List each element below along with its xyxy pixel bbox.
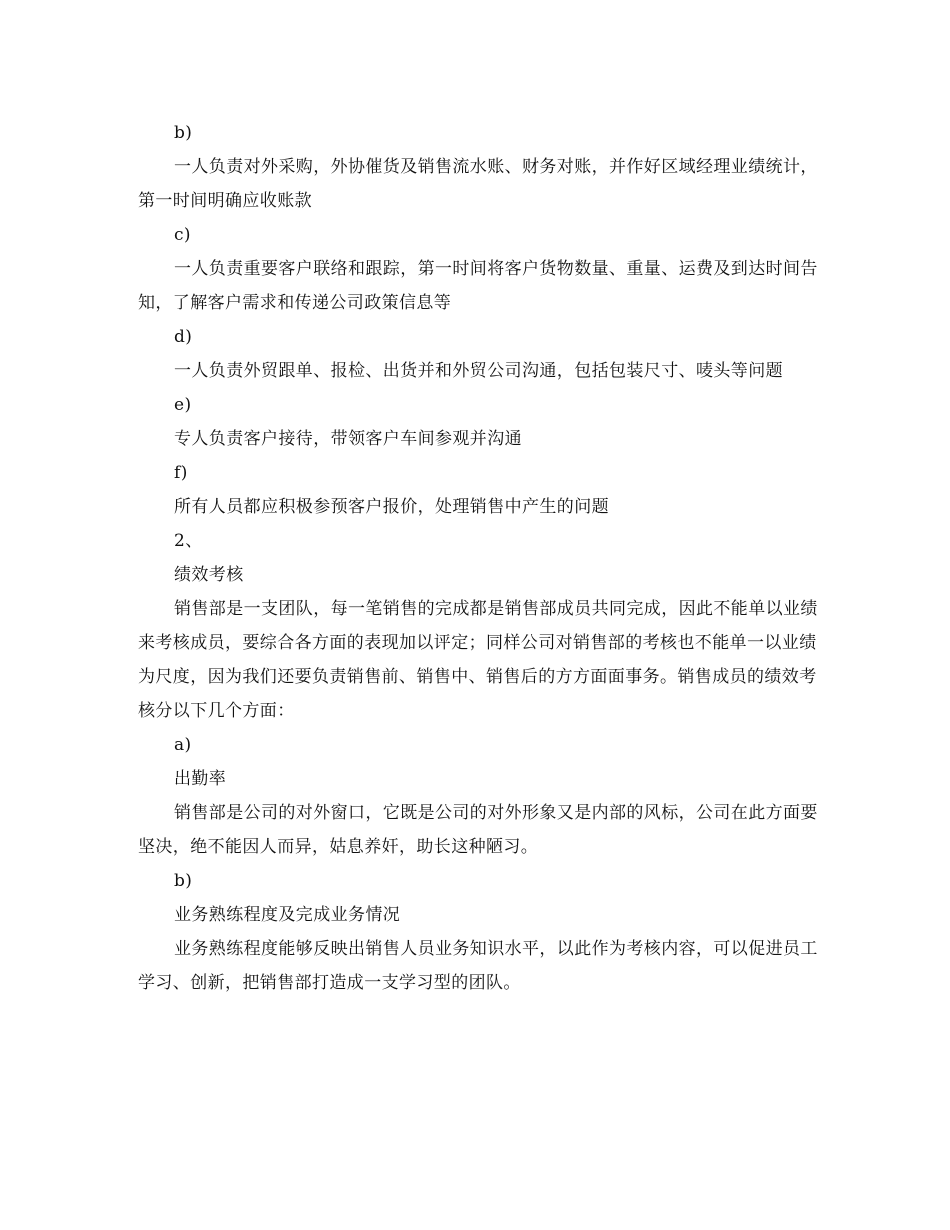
paragraph-reception-duty: 专人负责客户接待，带领客户车间参观并沟通	[174, 429, 522, 449]
item-label-c: c)	[174, 225, 191, 245]
item-label-a: a)	[174, 735, 192, 755]
section-number: 2、	[174, 531, 203, 551]
subheading-attendance: 出勤率	[174, 769, 227, 789]
section-heading: 绩效考核	[174, 565, 244, 585]
subheading-proficiency: 业务熟练程度及完成业务情况	[174, 905, 401, 925]
paragraph-proficiency: 业务熟练程度能够反映出销售人员业务知识水平，以此作为考核内容，可以促进员工学习、创新，把销售部打造成一支学习型的团队。	[138, 939, 818, 993]
paragraph-purchasing-duty: 一人负责对外采购，外协催货及销售流水账、财务对账，并作好区域经理业绩统计，第一时间明确应收账款	[138, 157, 818, 211]
document-body	[138, 116, 828, 1000]
paragraph-customer-contact-duty: 一人负责重要客户联络和跟踪，第一时间将客户货物数量、重量、运费及到达时间告知，了解客户需求和传递公司政策信息等	[138, 259, 818, 313]
item-label-b: b)	[174, 123, 193, 143]
item-label-e: e)	[174, 395, 192, 415]
item-label-f: f)	[174, 463, 188, 483]
item-label-d: d)	[174, 327, 193, 347]
paragraph-foreign-trade-duty: 一人负责外贸跟单、报检、出货并和外贸公司沟通，包括包装尺寸、唛头等问题	[174, 361, 783, 381]
paragraph-quotation-duty: 所有人员都应积极参预客户报价，处理销售中产生的问题	[174, 497, 609, 517]
paragraph-attendance: 销售部是公司的对外窗口，它既是公司的对外形象又是内部的风标，公司在此方面要坚决，绝不能因人而异，姑息养奸，助长这种陋习。	[138, 803, 818, 857]
paragraph-performance-intro: 销售部是一支团队，每一笔销售的完成都是销售部成员共同完成，因此不能单以业绩来考核成员，要综合各方面的表现加以评定；同样公司对销售部的考核也不能单一以业绩为尺度，因为我们还要负责销售前、销售中、销售后的方方面面事务。销售成员的绩效考核分以下几个方面：	[138, 599, 818, 721]
item-label-b-2: b)	[174, 871, 193, 891]
